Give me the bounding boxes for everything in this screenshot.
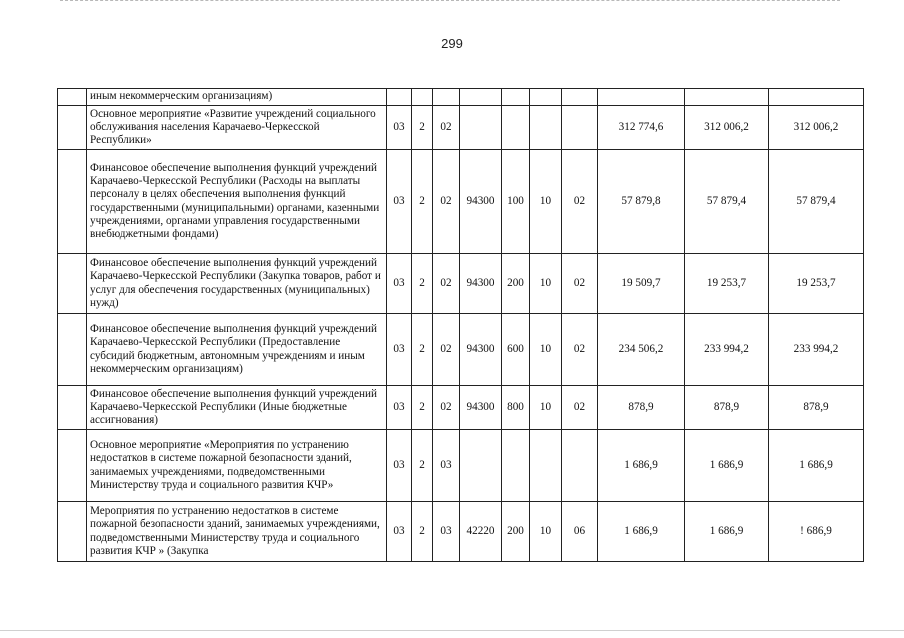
row-amount-year-1: 1 686,9 — [598, 502, 685, 562]
row-code-section — [530, 106, 562, 150]
row-code-program: 2 — [412, 254, 433, 314]
row-code-section: 10 — [530, 502, 562, 562]
row-code-chapter: 03 — [387, 430, 412, 502]
row-blank-cell — [58, 150, 87, 254]
row-code-target — [460, 106, 502, 150]
table-row — [58, 314, 864, 386]
row-code-target: 42220 — [460, 502, 502, 562]
row-blank-cell — [58, 89, 87, 106]
row-code-chapter: 03 — [387, 386, 412, 430]
scan-artifact-bottom — [0, 630, 904, 631]
row-amount-year-2: 1 686,9 — [685, 502, 769, 562]
row-code-subsection — [562, 106, 598, 150]
table-row — [58, 502, 864, 562]
row-code-expense-type: 200 — [502, 254, 530, 314]
row-amount-year-2: 1 686,9 — [685, 430, 769, 502]
row-code-subprogram — [433, 89, 460, 106]
row-amount-year-3: 57 879,4 — [769, 150, 864, 254]
row-blank-cell — [58, 314, 87, 386]
row-blank-cell — [58, 502, 87, 562]
row-blank-cell — [58, 254, 87, 314]
row-amount-year-1: 878,9 — [598, 386, 685, 430]
table-row — [58, 386, 864, 430]
row-code-chapter: 03 — [387, 254, 412, 314]
row-code-target — [460, 430, 502, 502]
row-code-program: 2 — [412, 502, 433, 562]
row-amount-year-3: 233 994,2 — [769, 314, 864, 386]
row-amount-year-3: 1 686,9 — [769, 430, 864, 502]
row-amount-year-2: 233 994,2 — [685, 314, 769, 386]
row-code-section: 10 — [530, 150, 562, 254]
row-code-expense-type — [502, 106, 530, 150]
row-code-expense-type: 800 — [502, 386, 530, 430]
row-amount-year-1: 1 686,9 — [598, 430, 685, 502]
row-code-subprogram: 02 — [433, 314, 460, 386]
row-blank-cell — [58, 430, 87, 502]
row-code-subprogram: 02 — [433, 386, 460, 430]
row-code-subprogram: 03 — [433, 430, 460, 502]
row-code-subsection: 02 — [562, 150, 598, 254]
row-code-chapter — [387, 89, 412, 106]
row-code-chapter: 03 — [387, 502, 412, 562]
row-code-subsection: 02 — [562, 386, 598, 430]
row-code-section: 10 — [530, 254, 562, 314]
row-code-subsection: 06 — [562, 502, 598, 562]
table-row — [58, 254, 864, 314]
row-code-expense-type: 200 — [502, 502, 530, 562]
row-code-section: 10 — [530, 386, 562, 430]
row-code-target: 94300 — [460, 254, 502, 314]
row-code-program: 2 — [412, 386, 433, 430]
row-amount-year-1: 234 506,2 — [598, 314, 685, 386]
row-code-subprogram: 02 — [433, 150, 460, 254]
scan-artifact-top — [60, 0, 840, 3]
row-code-chapter: 03 — [387, 314, 412, 386]
budget-table — [57, 88, 864, 562]
row-amount-year-2: 57 879,4 — [685, 150, 769, 254]
page-number: 299 — [441, 36, 463, 51]
row-amount-year-2: 19 253,7 — [685, 254, 769, 314]
row-description: иным некоммерческим организациям) — [87, 89, 387, 106]
row-code-section — [530, 89, 562, 106]
row-amount-year-1: 312 774,6 — [598, 106, 685, 150]
row-code-program — [412, 89, 433, 106]
row-code-expense-type: 100 — [502, 150, 530, 254]
row-code-chapter: 03 — [387, 150, 412, 254]
row-code-target — [460, 89, 502, 106]
row-amount-year-2: 878,9 — [685, 386, 769, 430]
row-code-target: 94300 — [460, 314, 502, 386]
row-code-section: 10 — [530, 314, 562, 386]
table-row — [58, 430, 864, 502]
row-amount-year-3 — [769, 89, 864, 106]
row-code-subsection — [562, 430, 598, 502]
table-row — [58, 150, 864, 254]
row-code-subsection: 02 — [562, 254, 598, 314]
row-blank-cell — [58, 106, 87, 150]
row-description: Финансовое обеспечение выполнения функций учреждений Карачаево-Черкесской Республики (Предоставление субсидий бюджетным, автономным учреждениям и иным некоммерческим организациям) — [87, 314, 387, 386]
row-description: Финансовое обеспечение выполнения функций учреждений Карачаево-Черкесской Республики (Закупка товаров, работ и услуг для обеспечения государственных (муниципальных) нужд) — [87, 254, 387, 314]
row-code-target: 94300 — [460, 150, 502, 254]
row-description: Основное мероприятие «Мероприятия по устранению недостатков в системе пожарной безопасности зданий, занимаемых учреждениями, подведомственными Министерству труда и социального развития КЧР» — [87, 430, 387, 502]
row-amount-year-1: 19 509,7 — [598, 254, 685, 314]
row-code-chapter: 03 — [387, 106, 412, 150]
row-amount-year-3: 878,9 — [769, 386, 864, 430]
row-amount-year-2: 312 006,2 — [685, 106, 769, 150]
row-code-program: 2 — [412, 430, 433, 502]
row-description: Мероприятия по устранению недостатков в системе пожарной безопасности зданий, занимаемых учреждениями, подведомственными Министерству труда и социального развития КЧР » (Закупка — [87, 502, 387, 562]
row-description: Финансовое обеспечение выполнения функций учреждений Карачаево-Черкесской Республики (Расходы на выплаты персоналу в целях обеспечения выполнения функций государственными (муниципальными) органами, казенными учреждениями, органами управления государственными внебюджетными фондами) — [87, 150, 387, 254]
row-amount-year-3: 312 006,2 — [769, 106, 864, 150]
row-code-subprogram: 02 — [433, 254, 460, 314]
row-blank-cell — [58, 386, 87, 430]
table-row — [58, 89, 864, 106]
table-body — [58, 89, 864, 562]
row-code-section — [530, 430, 562, 502]
row-code-program: 2 — [412, 150, 433, 254]
row-amount-year-2 — [685, 89, 769, 106]
row-code-subprogram: 03 — [433, 502, 460, 562]
row-code-subprogram: 02 — [433, 106, 460, 150]
row-code-subsection: 02 — [562, 314, 598, 386]
row-amount-year-1 — [598, 89, 685, 106]
row-amount-year-3: 19 253,7 — [769, 254, 864, 314]
row-description: Основное мероприятие «Развитие учреждений социального обслуживания населения Карачаево-Черкесской Республики» — [87, 106, 387, 150]
row-code-expense-type — [502, 430, 530, 502]
row-code-expense-type — [502, 89, 530, 106]
table-row — [58, 106, 864, 150]
row-amount-year-1: 57 879,8 — [598, 150, 685, 254]
row-code-target: 94300 — [460, 386, 502, 430]
row-code-subsection — [562, 89, 598, 106]
row-code-program: 2 — [412, 314, 433, 386]
row-code-expense-type: 600 — [502, 314, 530, 386]
row-code-program: 2 — [412, 106, 433, 150]
row-amount-year-3: ! 686,9 — [769, 502, 864, 562]
row-description: Финансовое обеспечение выполнения функций учреждений Карачаево-Черкесской Республики (Иные бюджетные ассигнования) — [87, 386, 387, 430]
